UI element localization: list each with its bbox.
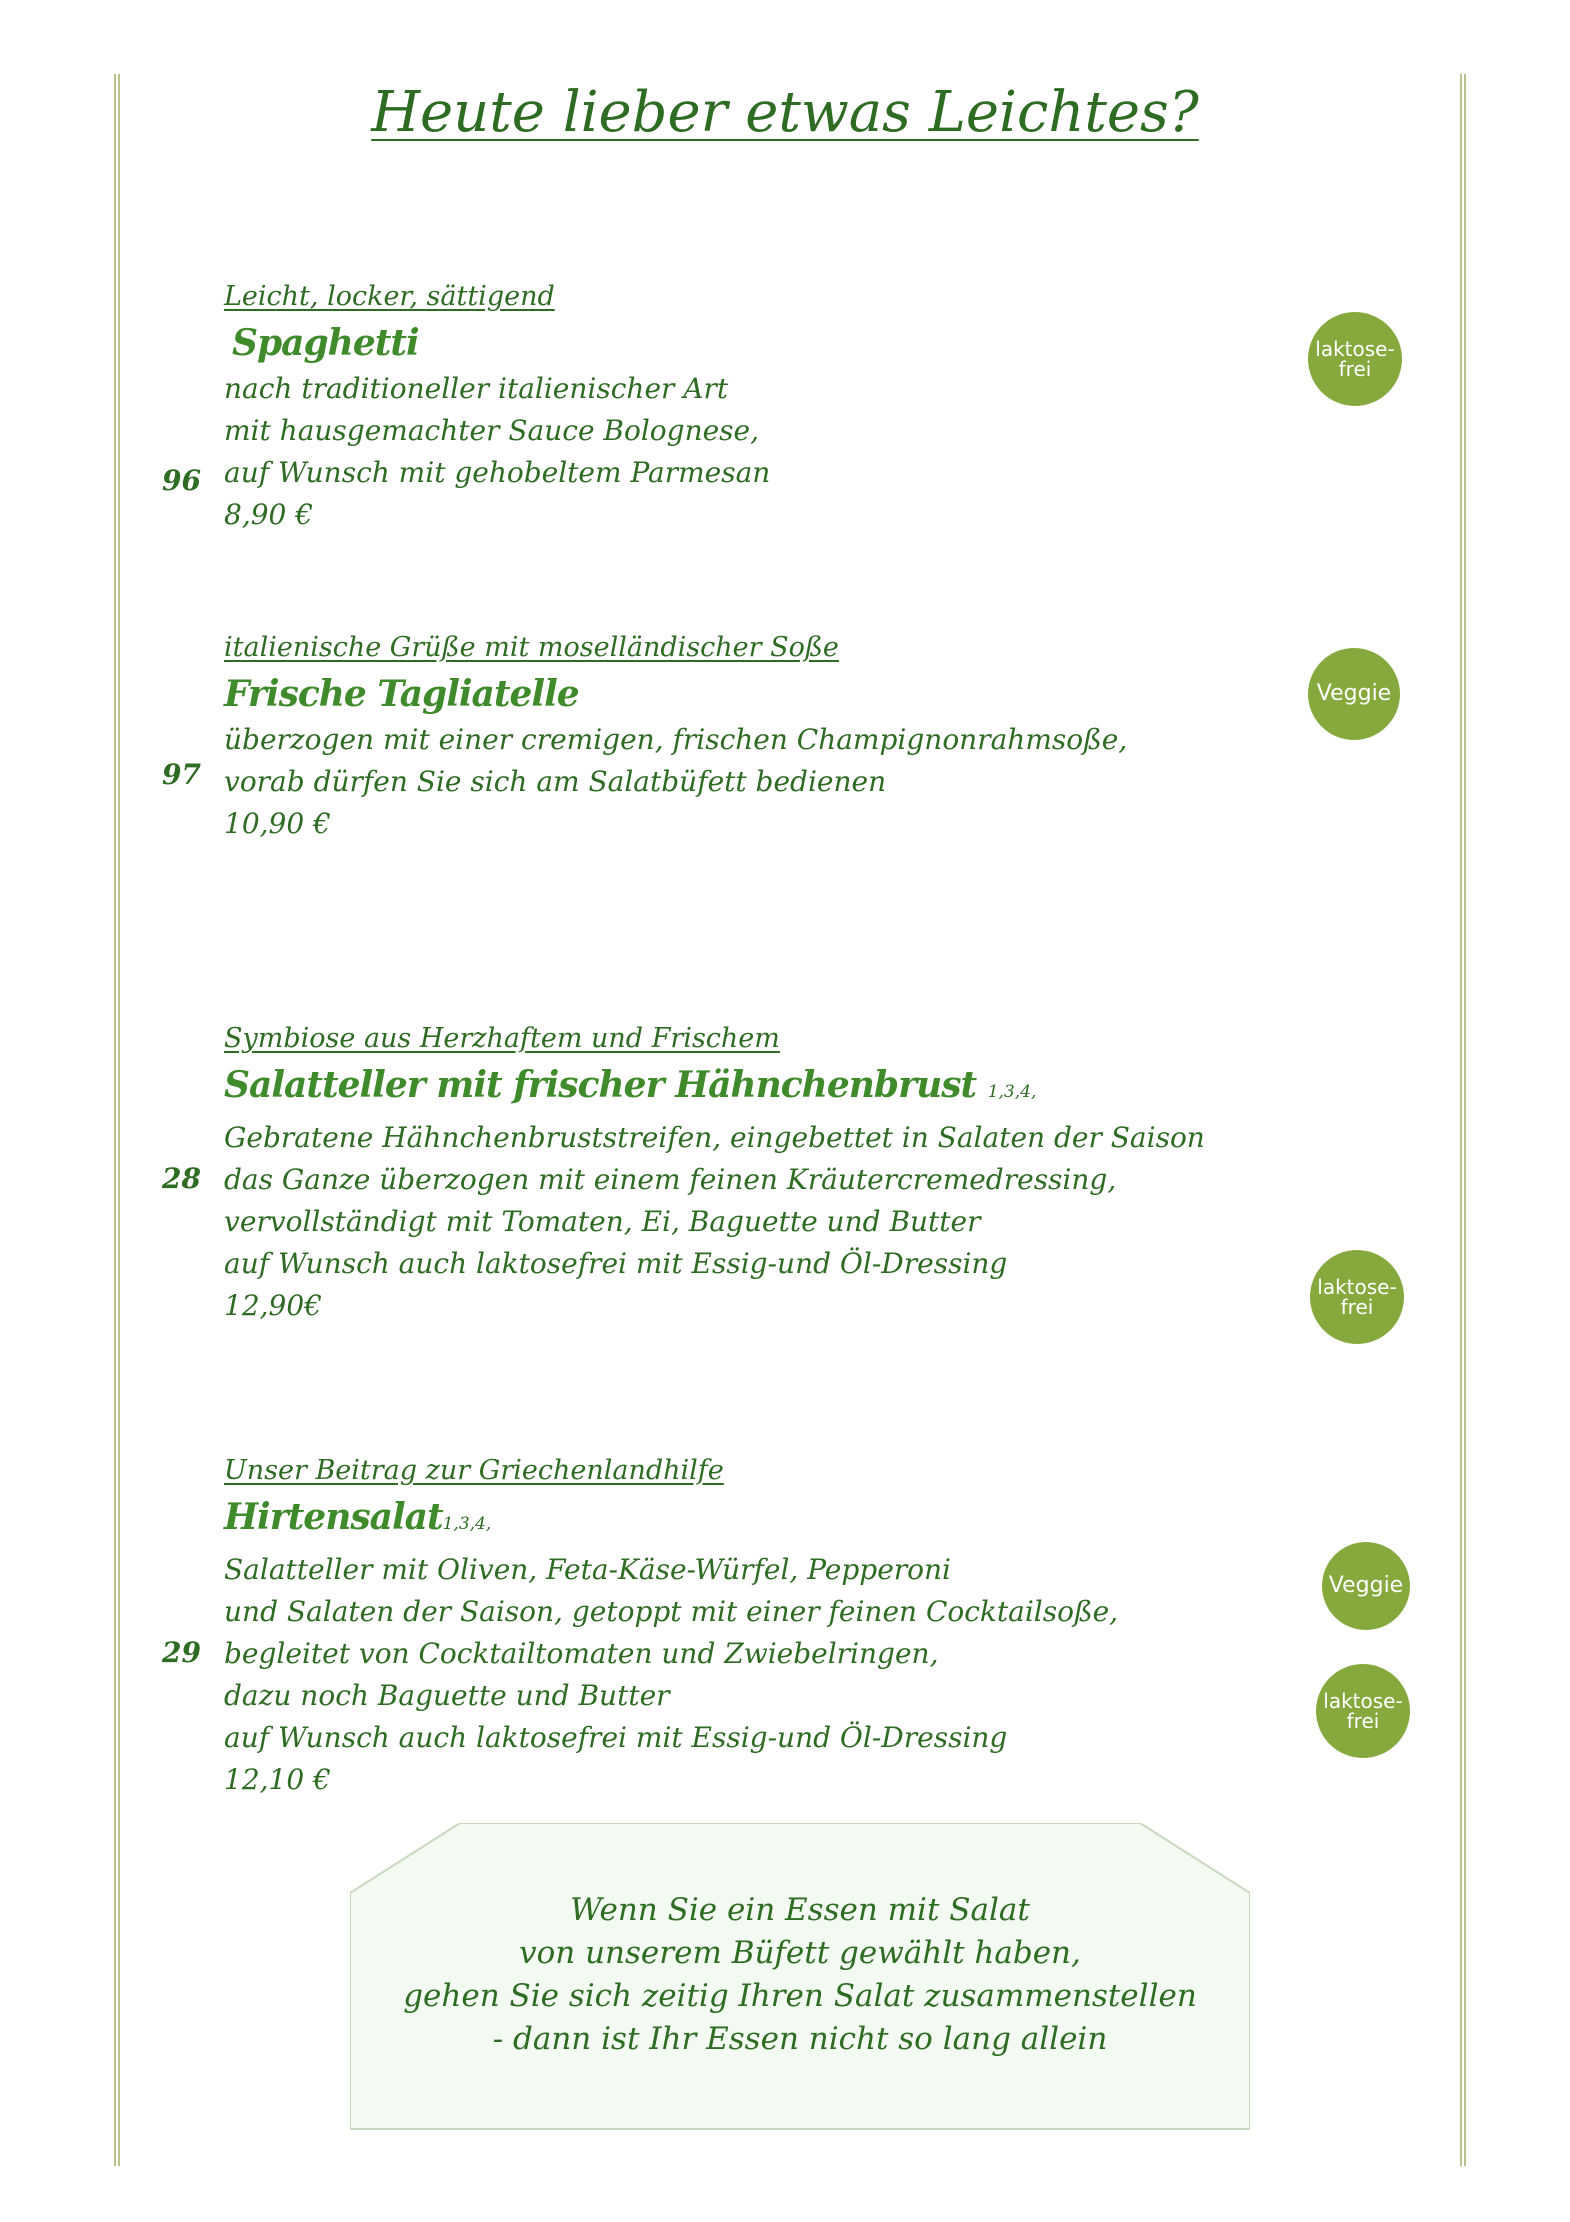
dish-spaghetti [224,276,770,536]
dish-tagline: Unser Beitrag zur Griechenlandhilfe [224,1455,724,1486]
dish-price: 10,90 € [224,807,331,840]
dish-description-line: auf Wunsch auch laktosefrei mit Essig-und Öl-Dressing [224,1721,1008,1754]
dish-description-line: dazu noch Baguette und Butter [224,1679,670,1712]
dish-tagline: italienische Grüße mit moselländischer Soße [224,632,839,663]
dish-description-line: auf Wunsch auch laktosefrei mit Essig-und Öl-Dressing [224,1247,1008,1280]
laktosefrei-badge-icon [1308,312,1402,406]
badge-text: laktose- [1315,337,1395,361]
dish-name [224,318,770,368]
badge-text: Veggie [1328,1573,1404,1598]
laktosefrei-badge-icon [1310,1250,1404,1344]
dish-description-line: begleitet von Cocktailtomaten und Zwiebelringen, [224,1637,939,1670]
dish-description-line: und Salaten der Saison, getoppt mit einer feinen Cocktailsoße, [224,1595,1119,1628]
dish-name [224,1492,1118,1549]
dish-hirtensalat [224,1450,1118,1801]
dish-price: 12,10 € [224,1763,331,1796]
dish-tagline: Leicht, locker, sättigend [224,281,555,312]
dish-price: 12,90€ [224,1289,322,1322]
dish-number: 29 [162,1636,201,1669]
badge-text: frei [1346,1709,1380,1733]
dish-salatteller [224,1018,1205,1327]
note-text [350,1889,1250,2061]
dish-number: 97 [162,758,201,791]
left-border [114,74,120,2166]
badge-text: laktose- [1323,1689,1403,1713]
badge-text: Veggie [1316,681,1392,706]
dish-allergens: 1,3,4, [442,1514,492,1534]
dish-description-line: vervollständigt mit Tomaten, Ei, Baguette und Butter [224,1205,981,1238]
dish-description-line: Salatteller mit Oliven, Feta-Käse-Würfel, Pepperoni [224,1553,952,1586]
dish-name-text: Frische Tagliatelle [224,673,579,715]
note-line: - dann ist Ihr Essen nicht so lang allein [492,2021,1108,2057]
dish-tagliatelle [224,627,1127,845]
badge-text: laktose- [1317,1275,1397,1299]
dish-name-text: Salatteller mit frischer Hähnchenbrust [224,1064,977,1106]
dish-name-text: Hirtensalat [224,1496,443,1538]
right-border [1460,74,1466,2166]
dish-description-line: nach traditioneller italienischer Art [224,372,729,405]
note-line: Wenn Sie ein Essen mit Salat [570,1892,1030,1928]
dish-tagline: Symbiose aus Herzhaftem und Frischem [224,1023,780,1054]
dish-number: 96 [162,464,201,497]
dish-description-line: auf Wunsch mit gehobeltem Parmesan [224,456,771,489]
note-line: gehen Sie sich zeitig Ihren Salat zusammenstellen [403,1978,1197,2014]
dish-allergens: 1,3,4, [987,1082,1037,1102]
dish-description-line: Gebratene Hähnchenbruststreifen, eingebettet in Salaten der Saison [224,1121,1205,1154]
dish-name-text: Spaghetti [232,322,419,364]
badge-text: frei [1340,1295,1374,1319]
dish-price: 8,90 € [224,498,314,531]
veggie-badge-icon [1322,1542,1410,1630]
laktosefrei-badge-icon [1316,1664,1410,1758]
dish-number: 28 [162,1162,201,1195]
dish-description-line: vorab dürfen Sie sich am Salatbüfett bedienen [224,765,887,798]
note-line: von unserem Büfett gewählt haben, [519,1935,1081,1971]
dish-description-line: mit hausgemachter Sauce Bolognese, [224,414,760,447]
dish-name [224,669,1127,719]
page-title: Heute lieber etwas Leichtes? [371,80,1199,145]
salad-buffet-note [350,1823,1250,2131]
dish-name [224,1060,1205,1117]
dish-description-line: das Ganze überzogen mit einem feinen Kräutercremedressing, [224,1163,1117,1196]
badge-text: frei [1338,357,1372,381]
dish-description-line: überzogen mit einer cremigen, frischen Champignonrahmsoße, [224,723,1128,756]
veggie-badge-icon [1308,648,1400,740]
